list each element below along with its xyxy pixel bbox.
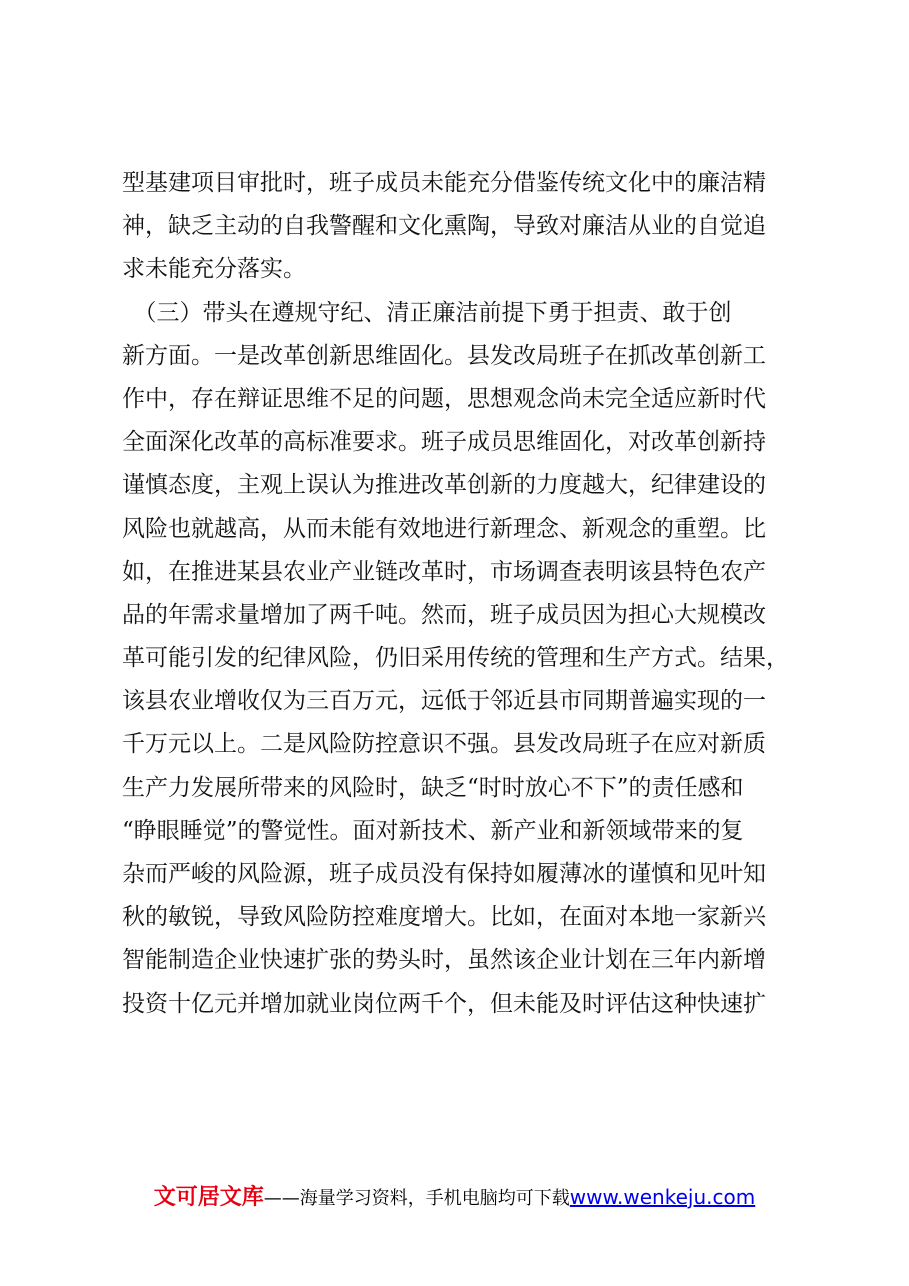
text-line: 作中，存在辩证思维不足的问题，思想观念尚未完全适应新时代 [122, 385, 766, 412]
page-footer [0, 1180, 909, 1211]
text-line: 智能制造企业快速扩张的势头时，虽然该企业计划在三年内新增 [122, 947, 766, 974]
text-line: 全面深化改革的高标准要求。班子成员思维固化，对改革创新持 [122, 429, 766, 456]
text-line: 生产力发展所带来的风险时，缺乏“时时放心不下”的责任感和 [122, 774, 744, 801]
text-line: 杂而严峻的风险源，班子成员没有保持如履薄冰的谨慎和见叶知 [122, 861, 766, 887]
text-line: 品的年需求量增加了两千吨。然而，班子成员因为担心大规模改 [122, 601, 766, 628]
text-line: 谨慎态度，主观上误认为推进改革创新的力度越大，纪律建设的 [122, 472, 766, 499]
footer-url-link[interactable]: www.wenkeju.com [569, 1185, 756, 1209]
text-line: 该县农业增收仅为三百万元，远低于邻近县市同期普遍实现的一 [122, 688, 766, 715]
footer-brand: 文可居文库 [153, 1185, 264, 1210]
text-line: 秋的敏锐，导致风险防控难度增大。比如，在面对本地一家新兴 [122, 904, 766, 931]
text-line: 如，在推进某县农业产业链改革时，市场调查表明该县特色农产 [122, 558, 766, 585]
document-body [122, 162, 802, 1026]
text-line: 风险也就越高，从而未能有效地进行新理念、新观念的重塑。比 [122, 515, 766, 542]
text-line: 革可能引发的纪律风险，仍旧采用传统的管理和生产方式。结果， [122, 645, 789, 672]
footer-slogan: ——海量学习资料，手机电脑均可下载 [263, 1188, 570, 1209]
text-line: 千万元以上。二是风险防控意识不强。县发改局班子在应对新质 [122, 731, 766, 758]
text-line: 投资十亿元并增加就业岗位两千个，但未能及时评估这种快速扩 [122, 990, 766, 1017]
text-line: 型基建项目审批时，班子成员未能充分借鉴传统文化中的廉洁精 [122, 170, 766, 196]
text-line: 神，缺乏主动的自我警醒和文化熏陶，导致对廉洁从业的自觉追 [122, 213, 766, 240]
text-line: 求未能充分落实。 [122, 256, 306, 283]
text-line: （三）带头在遵规守纪、清正廉洁前提下勇于担责、敢于创 [122, 299, 732, 326]
text-line: “睁眼睡觉”的警觉性。面对新技术、新产业和新领域带来的复 [122, 817, 744, 844]
text-line: 新方面。一是改革创新思维固化。县发改局班子在抓改革创新工 [122, 342, 766, 369]
